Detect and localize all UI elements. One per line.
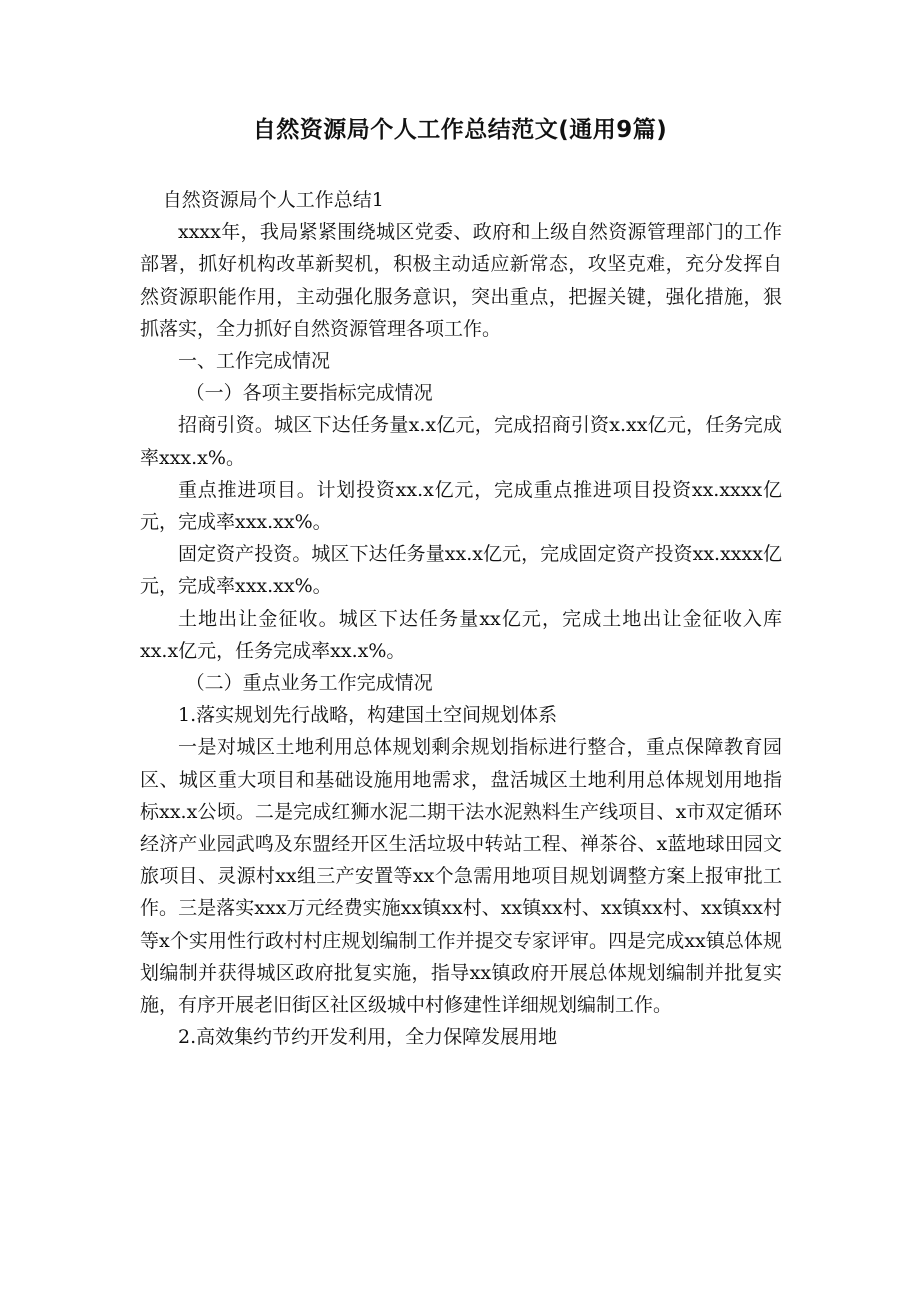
document-title: 自然资源局个人工作总结范文(通用9篇): [252, 117, 668, 143]
body-paragraph: 一是对城区土地利用总体规划剩余规划指标进行整合，重点保障教育园区、城区重大项目和基础设施用地需求，盘活城区土地利用总体规划用地指标xx.x公顷。二是完成红狮水泥二期干法水泥熟料生产线项目、x市双定循环经济产业园武鸣及东盟经开区生活垃圾中转站工程、禅茶谷、x蓝地球田园文旅项目、灵源村xx组三产安置等xx个急需用地项目规划调整方案上报审批工作。三是落实xxx万元经费实施xx镇xx村、xx镇xx村、xx镇xx村、xx镇xx村等x个实用性行政村村庄规划编制工作并提交专家评审。四是完成xx镇总体规划编制并获得城区政府批复实施，指导xx镇政府开展总体规划编制并批复实施，有序开展老旧街区社区级城中村修建性详细规划编制工作。: [140, 736, 782, 1017]
chapter-heading: 一、工作完成情况: [178, 350, 331, 373]
body-paragraph: 重点推进项目。计划投资xx.x亿元，完成重点推进项目投资xx.xxxx亿元，完成率xxx.xx%。: [140, 478, 782, 534]
document-body: [140, 184, 782, 1053]
body-paragraph: 固定资产投资。城区下达任务量xx.x亿元，完成固定资产投资xx.xxxx亿元，完成率xxx.xx%。: [140, 543, 782, 598]
section-heading: 自然资源局个人工作总结1: [162, 189, 384, 211]
subsection-heading: （一）各项主要指标完成情况: [185, 382, 433, 405]
body-paragraph: 土地出让金征收。城区下达任务量xx亿元，完成土地出让金征收入库xx.x亿元，任务完成率xx.x%。: [140, 607, 782, 662]
item-heading: 2.高效集约节约开发利用，全力保障发展用地: [178, 1026, 558, 1049]
intro-paragraph: xxxx年，我局紧紧围绕城区党委、政府和上级自然资源管理部门的工作部署，抓好机构改革新契机，积极主动适应新常态，攻坚克难，充分发挥自然资源职能作用，主动强化服务意识，突出重点，把握关键，强化措施，狠抓落实，全力抓好自然资源管理各项工作。: [140, 221, 782, 340]
subsection-heading: （二）重点业务工作完成情况: [185, 672, 433, 695]
item-heading: 1.落实规划先行战略，构建国土空间规划体系: [178, 704, 558, 727]
body-paragraph: 招商引资。城区下达任务量x.x亿元，完成招商引资x.xx亿元，任务完成率xxx.x%。: [140, 414, 782, 469]
